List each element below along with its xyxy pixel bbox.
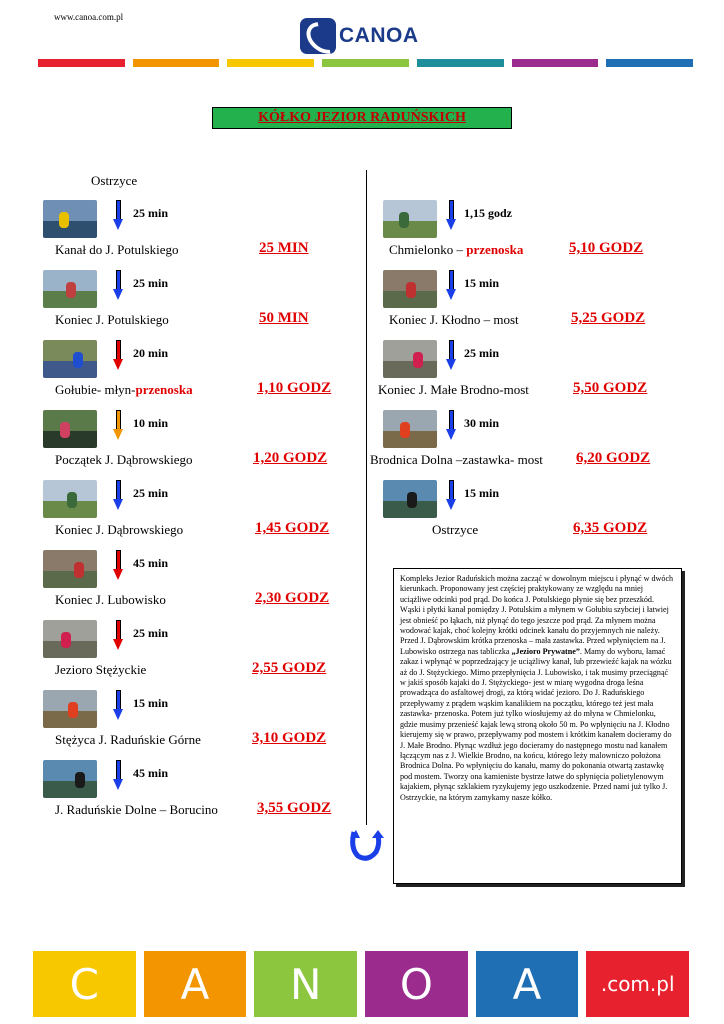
arrow-shaft (116, 200, 121, 220)
photo-figure (399, 212, 409, 228)
left-leg-duration: 15 min (133, 696, 169, 710)
canoa-logo (300, 18, 419, 54)
right-leg-cumulative-time: 6,35 GODZ (573, 520, 648, 536)
left-leg-photo (43, 550, 97, 588)
left-leg-cumulative-time: 1,10 GODZ (257, 380, 332, 396)
photo-ground (383, 431, 437, 448)
arrow-shaft (116, 480, 121, 500)
photo-sky (383, 340, 437, 361)
left-leg-place (55, 802, 218, 818)
right-leg-photo (383, 340, 437, 378)
photo-ground (43, 361, 97, 378)
footer-letter: C (33, 951, 136, 1017)
route-start: Ostrzyce (91, 173, 138, 188)
right-leg-cumulative-time: 6,20 GODZ (576, 450, 651, 466)
left-leg-duration: 20 min (133, 346, 169, 360)
left-leg-arrow-icon (113, 550, 124, 580)
left-leg-photo (43, 690, 97, 728)
photo-sky (383, 410, 437, 431)
left-leg-cumulative-time: 50 MIN (259, 310, 309, 326)
arrow-shaft (449, 480, 454, 500)
arrow-head (446, 219, 456, 230)
place-name: Koniec J. Potulskiego (55, 312, 169, 327)
photo-figure (67, 492, 77, 508)
left-leg-cumulative-time: 3,10 GODZ (252, 730, 327, 746)
left-leg-place (55, 732, 201, 748)
stripe-segment (133, 59, 220, 67)
photo-sky (383, 200, 437, 221)
left-leg-cumulative-time: 25 MIN (259, 240, 309, 256)
left-leg-arrow-icon (113, 410, 124, 440)
arrow-shaft (116, 760, 121, 780)
arrow-head (113, 499, 123, 510)
place-name: Kanał do J. Potulskiego (55, 242, 179, 257)
right-leg-cumulative-time: 5,10 GODZ (569, 240, 644, 256)
stripe-segment (512, 59, 599, 67)
arrow-shaft (116, 410, 121, 430)
place-name: Chmielonko – (389, 242, 467, 257)
page-title: KÓŁKO JEZIOR RADUŃSKICH (212, 107, 512, 129)
right-leg-duration: 1,15 godz (464, 206, 512, 220)
arrow-head (446, 359, 456, 370)
stripe-segment (606, 59, 693, 67)
photo-sky (43, 200, 97, 221)
loop-arrow-icon (348, 828, 384, 862)
place-name: Stężyca J. Raduńskie Górne (55, 732, 201, 747)
arrow-shaft (116, 270, 121, 290)
photo-figure (66, 282, 76, 298)
right-leg-photo (383, 480, 437, 518)
portage-label: przenoska (135, 382, 193, 397)
left-leg-cumulative-time: 2,30 GODZ (255, 590, 330, 606)
right-leg-arrow-icon (446, 480, 457, 510)
left-leg-photo (43, 410, 97, 448)
place-name: J. Raduńskie Dolne – Borucino (55, 802, 218, 817)
left-leg-place (55, 452, 193, 468)
arrow-shaft (449, 270, 454, 290)
portage-label: przenoska (466, 242, 524, 257)
arrow-head (113, 779, 123, 790)
left-leg-place (55, 592, 166, 608)
left-leg-photo (43, 340, 97, 378)
photo-sky (43, 410, 97, 431)
right-leg-place (389, 312, 519, 328)
description-text: Kompleks Jezior Raduńskich można zacząć w dowolnym miejscu i płynąć w dwóch kierunkach. Proponowany jest częściej praktykowany ze względu na mniej uciążliwe odcinki pod prąd. Do końca J. Potulskiego płynie się bez przeszkód. Wąski i płytki kanał pomiędzy J. Potulskim a młynem w Gołubiu szybciej i łatwiej jest obnieść po łąkach, niż płynąć do tego jeszcze pod prąd. Za młynem można wodować kajak, choć kolejny krótki odcinek kanału do przyjemnych nie należy. Przed J. Dąbrowskim krótka przenoska – mała zastawka. Przed wpłynięciem na J. Lubowisko ostrzega nas tabliczka (400, 574, 674, 656)
arrow-head (113, 639, 123, 650)
photo-figure (406, 282, 416, 298)
left-leg-duration: 25 min (133, 276, 169, 290)
arrow-head (113, 289, 123, 300)
photo-ground (43, 781, 97, 798)
logo-text: CANOA (339, 24, 419, 47)
photo-figure (60, 422, 70, 438)
footer-letter: A (476, 951, 579, 1017)
stripe-segment (227, 59, 314, 67)
right-leg-arrow-icon (446, 340, 457, 370)
place-name: Gołubie- młyn- (55, 382, 136, 397)
photo-figure (75, 772, 85, 788)
left-leg-duration: 25 min (133, 626, 169, 640)
arrow-shaft (449, 410, 454, 430)
left-leg-arrow-icon (113, 200, 124, 230)
photo-sky (43, 340, 97, 361)
photo-figure (407, 492, 417, 508)
left-leg-arrow-icon (113, 480, 124, 510)
photo-figure (73, 352, 83, 368)
photo-ground (43, 221, 97, 238)
right-leg-photo (383, 410, 437, 448)
photo-ground (43, 431, 97, 448)
right-leg-duration: 15 min (464, 486, 500, 500)
arrow-shaft (449, 340, 454, 360)
right-leg-photo (383, 270, 437, 308)
arrow-head (113, 219, 123, 230)
photo-ground (383, 361, 437, 378)
place-name: Koniec J. Kłodno – most (389, 312, 519, 327)
place-name: Początek J. Dąbrowskiego (55, 452, 193, 467)
canoa-logo-icon (300, 18, 336, 54)
left-leg-arrow-icon (113, 340, 124, 370)
photo-ground (383, 221, 437, 238)
place-name: Koniec J. Małe Brodno-most (378, 382, 529, 397)
photo-figure (61, 632, 71, 648)
photo-sky (43, 760, 97, 781)
left-leg-place (55, 522, 183, 538)
stripe-segment (38, 59, 125, 67)
photo-figure (74, 562, 84, 578)
right-leg-duration: 30 min (464, 416, 500, 430)
footer-domain[interactable]: .com.pl (586, 951, 689, 1017)
left-leg-arrow-icon (113, 620, 124, 650)
left-leg-photo (43, 760, 97, 798)
place-name: Koniec J. Lubowisko (55, 592, 166, 607)
right-leg-cumulative-time: 5,25 GODZ (571, 310, 646, 326)
left-leg-duration: 45 min (133, 766, 169, 780)
site-url[interactable]: www.canoa.com.pl (54, 12, 124, 22)
photo-figure (59, 212, 69, 228)
left-leg-photo (43, 620, 97, 658)
footer-letter: N (254, 951, 357, 1017)
left-leg-duration: 10 min (133, 416, 169, 430)
arrow-head (113, 569, 123, 580)
right-leg-duration: 25 min (464, 346, 500, 360)
right-leg-arrow-icon (446, 410, 457, 440)
arrow-head (446, 429, 456, 440)
left-leg-photo (43, 200, 97, 238)
arrow-head (446, 499, 456, 510)
right-leg-arrow-icon (446, 270, 457, 300)
right-leg-place (432, 522, 478, 538)
right-leg-place (370, 452, 543, 468)
footer-banner (33, 951, 689, 1017)
left-leg-arrow-icon (113, 270, 124, 300)
private-lake-sign: „Jezioro Prywatne” (511, 646, 580, 656)
arrow-head (113, 709, 123, 720)
photo-ground (43, 571, 97, 588)
left-leg-cumulative-time: 2,55 GODZ (252, 660, 327, 676)
left-leg-arrow-icon (113, 690, 124, 720)
left-leg-duration: 25 min (133, 206, 169, 220)
left-leg-duration: 25 min (133, 486, 169, 500)
right-leg-photo (383, 200, 437, 238)
place-name: Brodnica Dolna –zastawka- most (370, 452, 543, 467)
photo-sky (43, 550, 97, 571)
left-leg-cumulative-time: 1,45 GODZ (255, 520, 330, 536)
left-leg-cumulative-time: 1,20 GODZ (253, 450, 328, 466)
stripe-segment (322, 59, 409, 67)
place-name: Koniec J. Dąbrowskiego (55, 522, 184, 537)
arrow-head (446, 289, 456, 300)
stripe-segment (417, 59, 504, 67)
right-leg-place (378, 382, 529, 398)
left-leg-place (55, 662, 146, 678)
footer-letter: A (144, 951, 247, 1017)
right-leg-duration: 15 min (464, 276, 500, 290)
place-name: Ostrzyce (432, 522, 479, 537)
arrow-shaft (116, 690, 121, 710)
left-leg-place (55, 382, 193, 398)
right-leg-cumulative-time: 5,50 GODZ (573, 380, 648, 396)
left-leg-cumulative-time: 3,55 GODZ (257, 800, 332, 816)
photo-figure (68, 702, 78, 718)
arrow-shaft (116, 550, 121, 570)
color-stripe (38, 59, 693, 67)
arrow-shaft (449, 200, 454, 220)
left-leg-duration: 45 min (133, 556, 169, 570)
right-leg-place (389, 242, 523, 258)
place-name: Jezioro Stężyckie (55, 662, 147, 677)
column-divider (366, 170, 367, 825)
right-leg-arrow-icon (446, 200, 457, 230)
arrow-head (113, 359, 123, 370)
footer-letter: O (365, 951, 468, 1017)
arrow-head (113, 429, 123, 440)
photo-figure (400, 422, 410, 438)
left-leg-place (55, 312, 169, 328)
left-leg-photo (43, 270, 97, 308)
arrow-shaft (116, 340, 121, 360)
route-description (393, 568, 682, 884)
left-leg-photo (43, 480, 97, 518)
arrow-shaft (116, 620, 121, 640)
left-leg-arrow-icon (113, 760, 124, 790)
description-text-cont: . Mamy do wyboru, łamać zakaz i wpłynąć w poprzedzający je uciążliwy kanał, lub przewieźć kajak na wózku aż do J. Stężyckiego. Mimo przepłynięcia J. Lubowisko, i tak musimy przeciągnąć w jakiś sposób kajaki do J. Stężyckiego- jest w miarę wygodna droga leśna prowadząca do asfaltowej drogi, za którą widać jezioro. Do J. Raduńskiego przepływamy z prądem wąskim kanalikiem na początku, którego też jest mała zastawka- przenoska. Potem już tylko wiosłujemy aż do młyna w Chmielonku, gdzie musimy przenieść kajak lewą stroną około 50 m. Po wpłynięciu na J. Kłodno kierujemy się w prawo, przepływamy pod mostem i krótkim kanałem docieramy do J. Małe Brodno. Płynąc wzdłuż jego docieramy do następnego mostu nad kanałem łączącym nas z J. Wielkie Brodno, na końcu, którego leży malowniczo położona Brodnica Dolna. Po wpłynięciu do kanału, mamy do pokonania otwartą zastawkę pod mostem. Tworzy ona kamieniste bystrze łatwe do spłynięcia polietylenowym kajakiem, płynąc szklakiem ryzykujemy jego uszkodzenie. Przed nami już tylko J. Ostrzyckie, na którym zamykamy nasze kółko. (400, 646, 672, 802)
left-leg-place (55, 242, 179, 258)
photo-figure (413, 352, 423, 368)
